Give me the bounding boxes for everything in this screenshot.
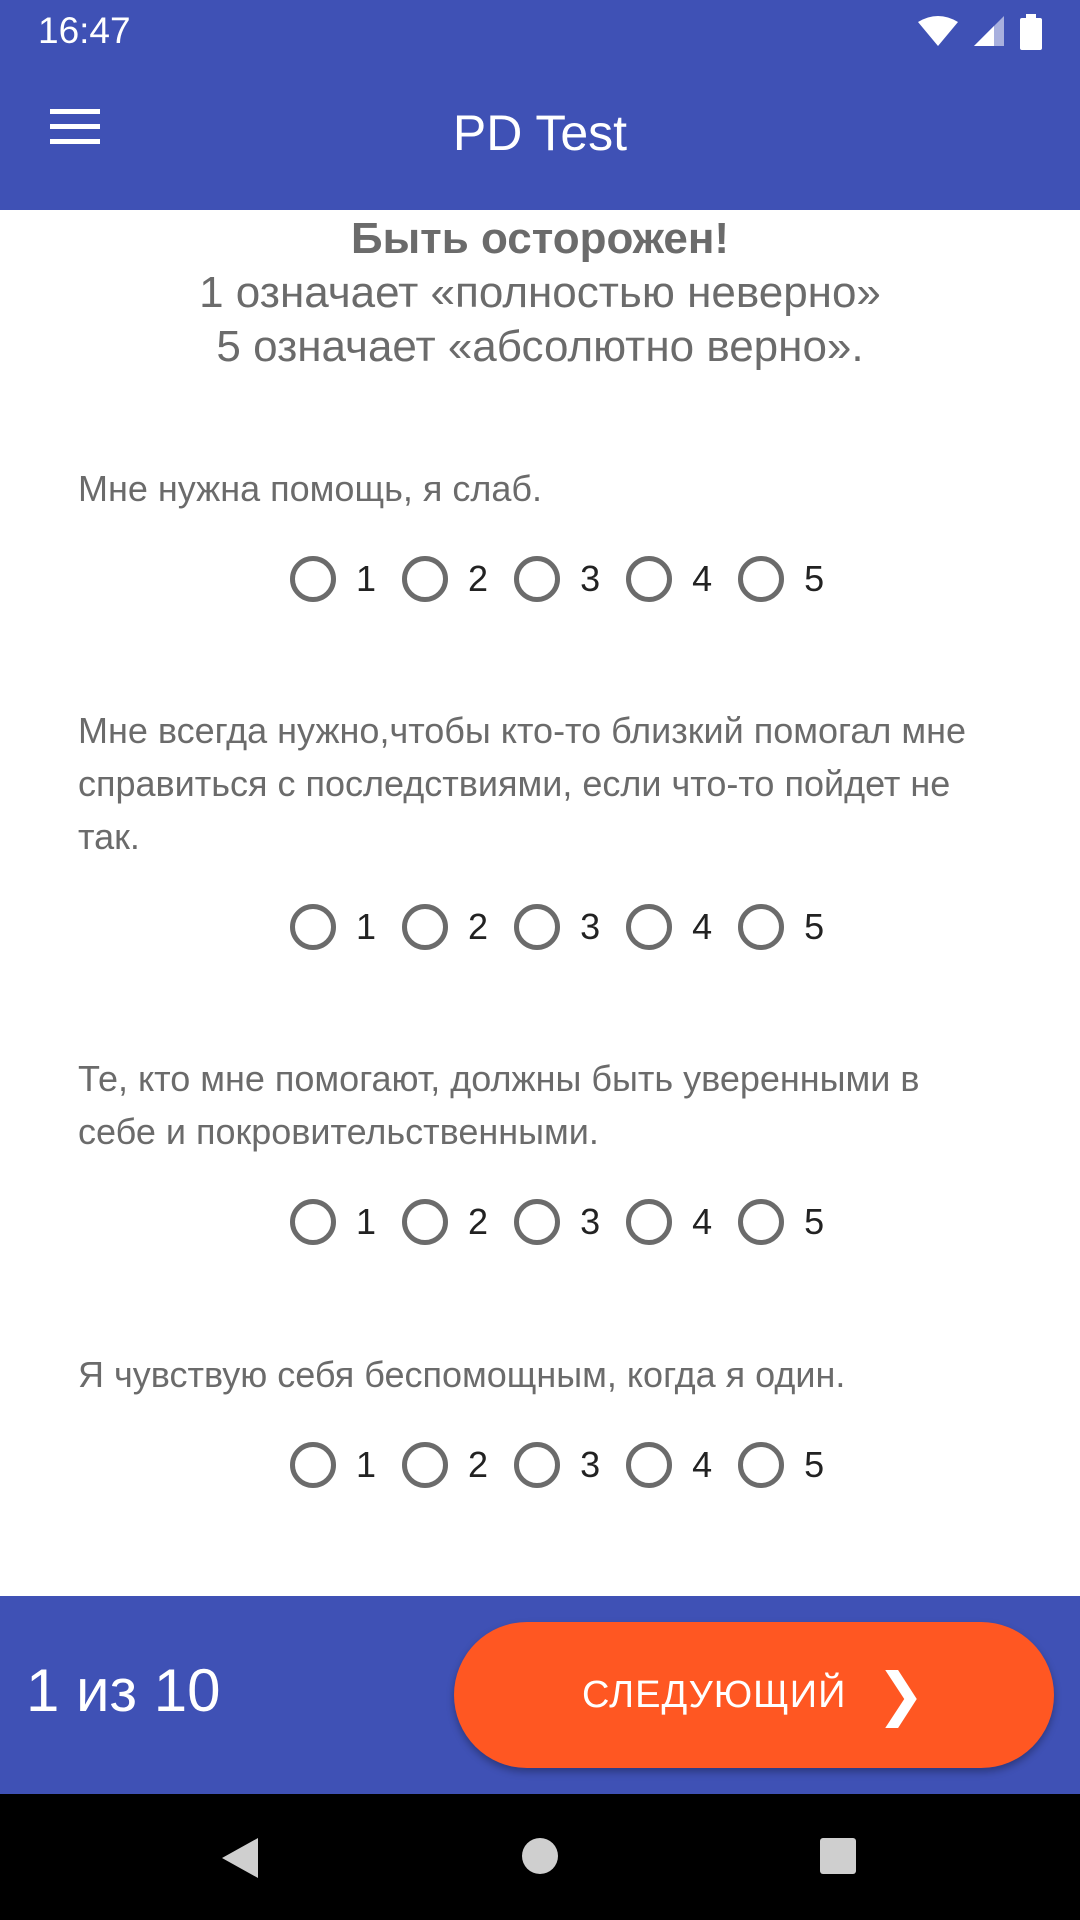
instructions xyxy=(0,212,1080,374)
chevron-right-icon: ❯ xyxy=(876,1662,926,1727)
rating-scale xyxy=(290,556,850,602)
rating-scale xyxy=(290,1442,850,1488)
rating-option-3[interactable]: 3 xyxy=(514,556,600,602)
radio-button[interactable] xyxy=(514,1442,560,1488)
wifi-icon xyxy=(918,16,958,48)
question-card xyxy=(78,1348,1002,1485)
question-card xyxy=(78,704,1002,947)
radio-button[interactable] xyxy=(738,904,784,950)
radio-button[interactable] xyxy=(738,556,784,602)
app-bar xyxy=(0,64,1080,210)
progress-indicator: 1 из 10 xyxy=(26,1657,221,1724)
radio-button[interactable] xyxy=(626,1199,672,1245)
next-button-label: СЛЕДУЮЩИЙ xyxy=(581,1673,847,1716)
rating-option-2[interactable]: 2 xyxy=(402,556,488,602)
question-text: Я чувствую себя беспомощным, когда я один. xyxy=(78,1354,846,1395)
radio-button[interactable] xyxy=(290,1442,336,1488)
question-card xyxy=(78,462,1002,599)
rating-option-4[interactable]: 4 xyxy=(626,556,712,602)
question-card xyxy=(78,1052,1002,1242)
question-text: Те, кто мне помогают, должны быть уверенными в себе и покровительственными. xyxy=(78,1058,920,1152)
radio-button[interactable] xyxy=(402,1442,448,1488)
status-time: 16:47 xyxy=(38,10,131,51)
rating-option-3[interactable]: 3 xyxy=(514,904,600,950)
rating-scale xyxy=(290,904,850,950)
rating-option-1[interactable]: 1 xyxy=(290,1442,376,1488)
instructions-warning: Быть осторожен! xyxy=(350,214,730,263)
status-bar xyxy=(0,0,1080,64)
radio-button[interactable] xyxy=(290,1199,336,1245)
question-text: Мне нужна помощь, я слаб. xyxy=(78,468,542,509)
radio-button[interactable] xyxy=(402,556,448,602)
question-text: Мне всегда нужно,чтобы кто-то близкий помогал мне справиться с последствиями, если что-то пойдет не так. xyxy=(78,710,967,857)
rating-option-5[interactable]: 5 xyxy=(738,1199,824,1245)
rating-option-2[interactable]: 2 xyxy=(402,1442,488,1488)
battery-icon xyxy=(1020,14,1042,50)
rating-option-5[interactable]: 5 xyxy=(738,1442,824,1488)
radio-button[interactable] xyxy=(514,556,560,602)
rating-option-3[interactable]: 3 xyxy=(514,1442,600,1488)
radio-button[interactable] xyxy=(514,904,560,950)
radio-button[interactable] xyxy=(290,556,336,602)
rating-option-1[interactable]: 1 xyxy=(290,1199,376,1245)
radio-button[interactable] xyxy=(514,1199,560,1245)
rating-option-4[interactable]: 4 xyxy=(626,904,712,950)
radio-button[interactable] xyxy=(290,904,336,950)
rating-option-2[interactable]: 2 xyxy=(402,1199,488,1245)
back-icon[interactable] xyxy=(218,1836,260,1880)
rating-option-5[interactable]: 5 xyxy=(738,556,824,602)
radio-button[interactable] xyxy=(738,1442,784,1488)
radio-button[interactable] xyxy=(626,1442,672,1488)
rating-option-2[interactable]: 2 xyxy=(402,904,488,950)
rating-option-4[interactable]: 4 xyxy=(626,1442,712,1488)
app-title: PD Test xyxy=(452,105,628,161)
rating-option-1[interactable]: 1 xyxy=(290,904,376,950)
next-button[interactable] xyxy=(454,1622,1054,1768)
bottom-bar xyxy=(0,1596,1080,1794)
instructions-line-2: 5 означает «абсолютно верно». xyxy=(216,322,864,371)
signal-icon xyxy=(972,16,1006,48)
rating-option-1[interactable]: 1 xyxy=(290,556,376,602)
home-icon[interactable] xyxy=(520,1836,560,1876)
rating-option-3[interactable]: 3 xyxy=(514,1199,600,1245)
rating-option-5[interactable]: 5 xyxy=(738,904,824,950)
recents-icon[interactable] xyxy=(818,1836,858,1876)
status-icons xyxy=(918,14,1042,50)
rating-option-4[interactable]: 4 xyxy=(626,1199,712,1245)
instructions-line-1: 1 означает «полностью неверно» xyxy=(199,268,881,317)
radio-button[interactable] xyxy=(738,1199,784,1245)
radio-button[interactable] xyxy=(402,904,448,950)
system-nav-bar xyxy=(0,1794,1080,1920)
radio-button[interactable] xyxy=(626,556,672,602)
radio-button[interactable] xyxy=(402,1199,448,1245)
rating-scale xyxy=(290,1199,850,1245)
radio-button[interactable] xyxy=(626,904,672,950)
